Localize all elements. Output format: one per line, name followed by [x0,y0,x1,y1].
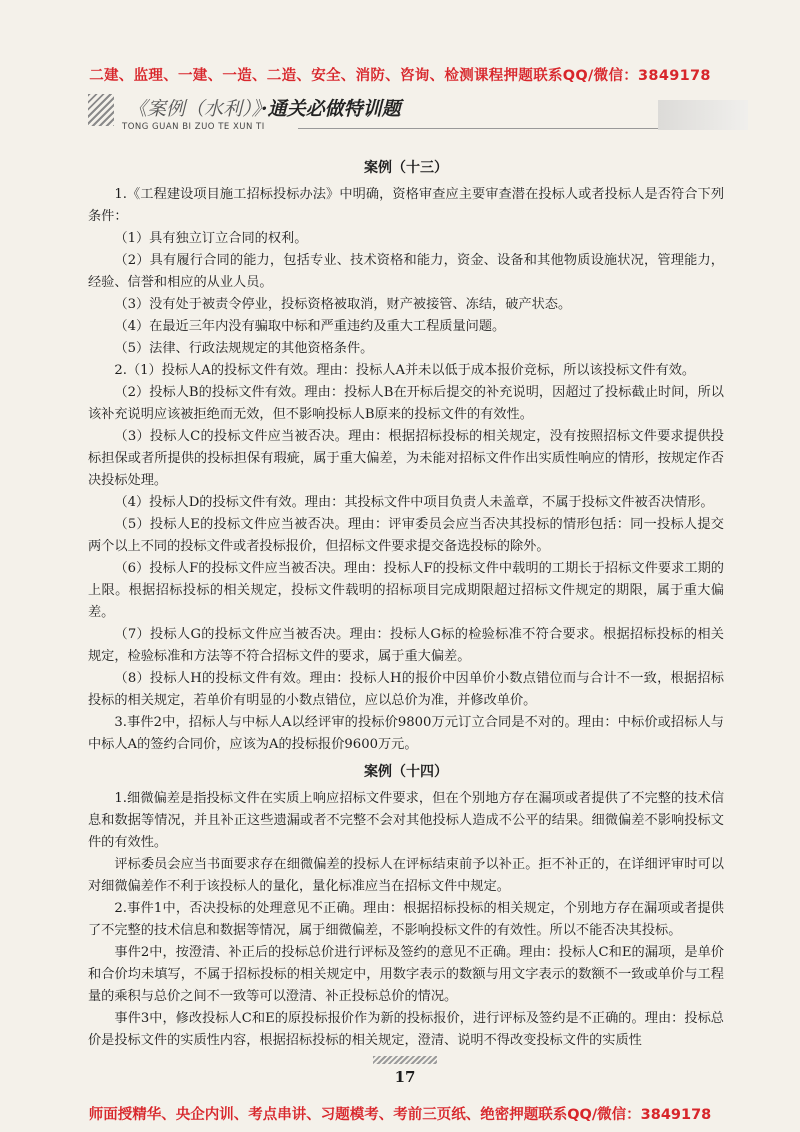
paragraph: （2）投标人B的投标文件有效。理由：投标人B在开标后提交的补充说明，因超过了投标截止时间，所以该补充说明应该被拒绝而无效，但不影响投标人B原来的投标文件的有效性。 [88,385,724,422]
paragraph: （7）投标人G的投标文件应当被否决。理由：投标人G标的检验标准不符合要求。根据招标投标的相关规定，检验标准和方法等不符合招标文件的要求，属于重大偏差。 [88,627,724,664]
paragraph: （5）投标人E的投标文件应当被否决。理由：评审委员会应当否决其投标的情形包括：同一投标人提交两个以上不同的投标文件或者投标报价，但招标文件要求提交备选投标的除外。 [88,517,724,554]
promo-banner-bottom: 师面授精华、央企内训、考点串讲、习题模考、考前三页纸、绝密押题联系QQ/微信：3849178 [88,1107,712,1123]
paragraph: 2.事件1中，否决投标的处理意见不正确。理由：根据招标投标的相关规定，个别地方存在漏项或者提供了不完整的技术信息和数据等情况，属于细微偏差，不影响投标文件的有效性。所以不能否决其投标。 [88,901,724,938]
paragraph: （3）没有处于被责令停业，投标资格被取消，财产被接管、冻结，破产状态。 [114,297,572,312]
paragraph: （2）具有履行合同的能力，包括专业、技术资格和能力，资金、设备和其他物质设施状况，管理能力，经验、信誉和相应的从业人员。 [88,253,724,290]
paragraph: 1.《工程建设项目施工招标投标办法》中明确，资格审查应主要审查潜在投标人或者投标人是否符合下列条件： [88,187,724,224]
main-content [88,152,724,1052]
paragraph: 1.细微偏差是指投标文件在实质上响应招标文件要求，但在个别地方存在漏项或者提供了不完整的技术信息和数据等情况，并且补正这些遗漏或者不完整不会对其他投标人造成不公平的结果。细微偏差不影响投标文件的有效性。 [88,791,724,850]
page-number-decoration [373,1056,437,1064]
page-number-block [365,1052,445,1092]
paragraph: 事件3中，修改投标人C和E的原投标报价作为新的投标报价，进行评标及签约是不正确的。理由：投标总价是投标文件的实质性内容，根据招标投标的相关规定，澄清、说明不得改变投标文件的实质性 [88,1011,724,1048]
paragraph: （8）投标人H的投标文件有效。理由：投标人H的报价中因单价小数点错位而与合计不一致，根据招标投标的相关规定，若单价有明显的小数点错位，应以总价为准，并修改单价。 [88,671,724,708]
paragraph: （1）具有独立订立合同的权利。 [114,231,308,246]
paragraph: （6）投标人F的投标文件应当被否决。理由：投标人F的投标文件中载明的工期长于招标文件要求工期的上限。根据招标投标的相关规定，投标文件载明的招标项目完成期限超过招标文件规定的期限，属于重大偏差。 [88,561,724,620]
header-title [128,94,401,121]
paragraph: 2.（1）投标人A的投标文件有效。理由：投标人A并未以低于成本报价竞标，所以该投标文件有效。 [114,363,696,378]
paragraph: （3）投标人C的投标文件应当被否决。理由：根据招标投标的相关规定，没有按照招标文件要求提供投标担保或者所提供的投标担保有瑕疵，属于重大偏差，为未能对招标文件作出实质性响应的情形，按规定作否决投标处理。 [88,429,724,488]
header-title-series: ·通关必做特训题 [261,98,401,120]
paragraph: 3.事件2中，招标人与中标人A以经评审的投标价9800万元订立合同是不对的。理由：中标价或招标人与中标人A的签约合同价，应该为A的投标报价9600万元。 [88,715,724,752]
header-rule [298,128,658,129]
paragraph: （4）在最近三年内没有骗取中标和严重违约及重大工程质量问题。 [114,319,506,334]
page-number: 17 [394,1068,416,1086]
page-header [88,92,738,140]
paragraph: （5）法律、行政法规规定的其他资格条件。 [114,341,374,356]
case14-heading: 案例（十四） [364,764,448,780]
header-stripe-decoration [88,94,114,126]
paragraph: 事件2中，按澄清、补正后的投标总价进行评标及签约的意见不正确。理由：投标人C和E的漏项，是单价和合价均未填写，不属于招标投标的相关规定中，用数字表示的数额与用文字表示的数额不一致或单价与工程量的乘积与总价之间不一致等可以澄清、补正投标总价的情况。 [88,945,724,1004]
header-subtitle: TONG GUAN BI ZUO TE XUN TI [122,122,265,132]
header-title-book: 《案例（水利）》 [128,98,262,120]
paragraph: 评标委员会应当书面要求存在细微偏差的投标人在评标结束前予以补正。拒不补正的，在详细评审时可以对细微偏差作不利于该投标人的量化，量化标准应当在招标文件中规定。 [88,857,724,894]
paragraph: （4）投标人D的投标文件有效。理由：其投标文件中项目负责人未盖章，不属于投标文件被否决情形。 [114,495,714,510]
promo-banner-top: 二建、监理、一建、一造、二造、安全、消防、咨询、检测课程押题联系QQ/微信：3849178 [89,68,711,84]
header-decoration-box [658,100,748,130]
case13-heading: 案例（十三） [364,160,448,176]
